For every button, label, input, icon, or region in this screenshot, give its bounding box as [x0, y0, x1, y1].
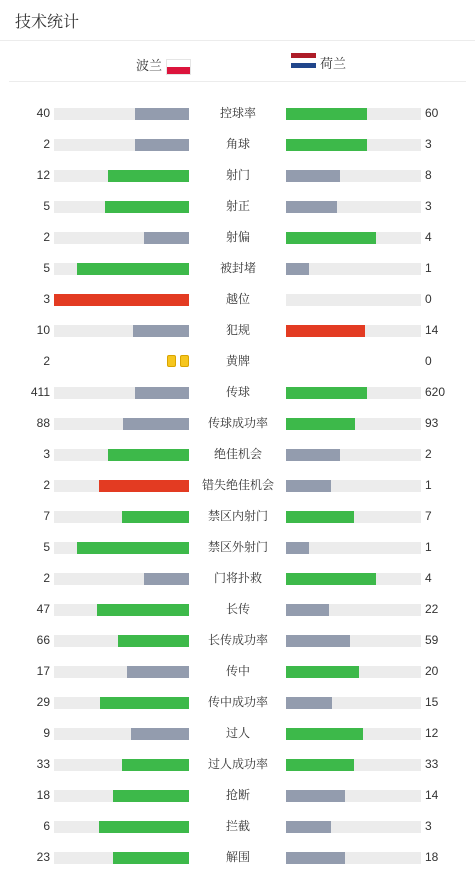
away-bar — [286, 542, 309, 554]
away-bar-track — [286, 790, 421, 802]
yellow-card-icon — [180, 355, 189, 367]
stat-row — [0, 687, 475, 718]
yellow-cards — [167, 355, 189, 367]
home-bar — [77, 542, 189, 554]
stat-row — [0, 656, 475, 687]
stat-row — [0, 718, 475, 749]
home-bar — [108, 449, 189, 461]
away-bar-track — [286, 449, 421, 461]
away-value: 60 — [425, 106, 439, 120]
away-bar — [286, 108, 367, 120]
netherlands-flag-stripe-bottom — [291, 63, 316, 68]
away-bar — [286, 759, 354, 771]
home-bar-track — [54, 418, 189, 430]
away-bar-track — [286, 604, 421, 616]
away-value: 22 — [425, 602, 439, 616]
page-header — [0, 0, 475, 41]
away-value: 20 — [425, 664, 439, 678]
stat-row — [0, 470, 475, 501]
stat-row — [0, 408, 475, 439]
away-value: 620 — [425, 385, 446, 399]
away-value: 59 — [425, 633, 439, 647]
stat-label: 抢断 — [225, 788, 250, 802]
away-bar — [286, 387, 367, 399]
away-value: 7 — [425, 509, 432, 523]
stat-row — [0, 98, 475, 129]
home-bar — [77, 263, 189, 275]
stat-label: 角球 — [225, 137, 250, 151]
home-value: 17 — [36, 664, 50, 678]
away-bar-track — [286, 294, 421, 306]
home-bar-track — [54, 232, 189, 244]
home-bar-track — [54, 759, 189, 771]
away-bar-track — [286, 139, 421, 151]
stat-label: 传球 — [225, 385, 250, 399]
away-bar — [286, 511, 354, 523]
poland-flag-stripe-top — [167, 60, 190, 67]
home-value: 6 — [43, 819, 50, 833]
home-value: 5 — [43, 261, 50, 275]
poland-flag-icon — [166, 59, 191, 75]
stat-row — [0, 160, 475, 191]
away-bar-track — [286, 852, 421, 864]
away-value: 0 — [425, 354, 432, 368]
away-value: 3 — [425, 199, 432, 213]
home-bar — [127, 666, 189, 678]
stat-label: 禁区外射门 — [207, 540, 268, 554]
away-value: 1 — [425, 540, 432, 554]
away-value: 0 — [425, 292, 432, 306]
home-bar — [113, 790, 189, 802]
stat-row — [0, 780, 475, 811]
away-value: 3 — [425, 137, 432, 151]
away-value: 1 — [425, 261, 432, 275]
away-bar-track — [286, 666, 421, 678]
home-bar — [118, 635, 189, 647]
home-bar-track — [54, 387, 189, 399]
home-value: 18 — [36, 788, 50, 802]
home-value: 88 — [36, 416, 50, 430]
home-bar — [131, 728, 189, 740]
home-bar-track — [54, 170, 189, 182]
away-bar — [286, 325, 365, 337]
stat-row — [0, 811, 475, 842]
stat-row — [0, 222, 475, 253]
home-bar — [99, 480, 189, 492]
home-value: 5 — [43, 540, 50, 554]
stat-row — [0, 532, 475, 563]
poland-flag-stripe-bottom — [167, 67, 190, 74]
stat-label: 长传 — [225, 602, 250, 616]
home-bar — [133, 325, 189, 337]
stat-label: 长传成功率 — [207, 633, 268, 647]
away-bar — [286, 480, 331, 492]
away-team — [291, 53, 346, 72]
stat-row — [0, 284, 475, 315]
away-value: 33 — [425, 757, 439, 771]
away-bar — [286, 232, 376, 244]
home-bar-track — [54, 108, 189, 120]
stat-label: 禁区内射门 — [207, 509, 268, 523]
home-bar — [97, 604, 189, 616]
home-bar-track — [54, 790, 189, 802]
home-value: 12 — [36, 168, 50, 182]
home-bar-track — [54, 852, 189, 864]
away-bar — [286, 263, 309, 275]
away-bar-track — [286, 263, 421, 275]
home-bar-track — [54, 511, 189, 523]
home-bar-track — [54, 263, 189, 275]
away-bar-track — [286, 697, 421, 709]
home-value: 2 — [43, 137, 50, 151]
stat-label: 黄牌 — [225, 354, 250, 368]
home-bar — [144, 573, 189, 585]
away-bar — [286, 666, 359, 678]
away-bar — [286, 697, 332, 709]
away-value: 2 — [425, 447, 432, 461]
home-bar — [113, 852, 189, 864]
stat-row — [0, 191, 475, 222]
away-value: 1 — [425, 478, 432, 492]
home-bar-track — [54, 201, 189, 213]
stat-label: 解围 — [225, 850, 250, 864]
home-bar — [54, 294, 189, 306]
away-bar-track — [286, 759, 421, 771]
home-value: 2 — [43, 571, 50, 585]
away-bar — [286, 201, 337, 213]
stat-row — [0, 129, 475, 160]
away-bar — [286, 728, 363, 740]
home-bar-track — [54, 635, 189, 647]
home-bar — [100, 697, 189, 709]
home-bar — [135, 108, 189, 120]
home-bar — [135, 387, 189, 399]
home-value: 5 — [43, 199, 50, 213]
stat-row — [0, 346, 475, 377]
home-value: 2 — [43, 230, 50, 244]
page-title: 技术统计 — [15, 13, 80, 31]
home-bar-track — [54, 480, 189, 492]
away-value: 14 — [425, 323, 439, 337]
away-bar — [286, 604, 329, 616]
stat-row — [0, 501, 475, 532]
home-value: 2 — [43, 478, 50, 492]
home-bar — [122, 511, 190, 523]
stat-label: 绝佳机会 — [213, 447, 262, 461]
home-bar-track — [54, 697, 189, 709]
stat-label: 传中成功率 — [207, 695, 268, 709]
home-value: 9 — [43, 726, 50, 740]
stat-label: 错失绝佳机会 — [201, 478, 274, 492]
home-bar-track — [54, 325, 189, 337]
yellow-card-icon — [167, 355, 176, 367]
home-bar-track — [54, 821, 189, 833]
home-value: 2 — [43, 354, 50, 368]
away-bar — [286, 449, 340, 461]
away-bar — [286, 139, 367, 151]
away-value: 3 — [425, 819, 432, 833]
home-bar — [99, 821, 189, 833]
away-bar-track — [286, 325, 421, 337]
away-bar-track — [286, 418, 421, 430]
stat-label: 过人 — [225, 726, 250, 740]
away-bar — [286, 635, 350, 647]
stat-label: 拦截 — [225, 819, 250, 833]
stat-row — [0, 749, 475, 780]
home-bar-track — [54, 542, 189, 554]
away-bar-track — [286, 728, 421, 740]
home-bar — [144, 232, 189, 244]
home-team — [136, 53, 191, 75]
away-bar-track — [286, 170, 421, 182]
away-bar — [286, 170, 340, 182]
stat-row — [0, 563, 475, 594]
home-value: 29 — [36, 695, 50, 709]
teams-header — [9, 41, 466, 82]
away-value: 93 — [425, 416, 439, 430]
stat-label: 过人成功率 — [207, 757, 268, 771]
stat-label: 射门 — [225, 168, 250, 182]
home-value: 33 — [36, 757, 50, 771]
home-bar-track — [54, 666, 189, 678]
away-bar — [286, 573, 376, 585]
home-bar-track — [54, 294, 189, 306]
away-bar-track — [286, 573, 421, 585]
away-bar-track — [286, 387, 421, 399]
home-bar — [123, 418, 189, 430]
home-bar — [135, 139, 189, 151]
home-bar — [105, 201, 189, 213]
stat-label: 射偏 — [225, 230, 250, 244]
home-bar-track — [54, 728, 189, 740]
home-value: 7 — [43, 509, 50, 523]
stat-label: 射正 — [225, 199, 250, 213]
away-value: 18 — [425, 850, 439, 864]
away-bar-track — [286, 635, 421, 647]
away-value: 14 — [425, 788, 439, 802]
stat-row — [0, 594, 475, 625]
away-bar — [286, 852, 345, 864]
home-bar-track — [54, 604, 189, 616]
home-value: 40 — [36, 106, 50, 120]
away-bar-track — [286, 511, 421, 523]
away-bar-track — [286, 232, 421, 244]
stat-row — [0, 439, 475, 470]
stat-label: 传球成功率 — [207, 416, 268, 430]
netherlands-flag-icon — [291, 53, 316, 69]
stat-row — [0, 253, 475, 284]
home-bar — [122, 759, 190, 771]
stat-row — [0, 625, 475, 656]
away-bar-track — [286, 201, 421, 213]
stat-row — [0, 377, 475, 408]
home-value: 10 — [36, 323, 50, 337]
stat-label: 越位 — [225, 292, 250, 306]
stat-label: 控球率 — [219, 106, 256, 120]
home-value: 3 — [43, 292, 50, 306]
stat-row — [0, 842, 475, 873]
stat-label: 门将扑救 — [213, 571, 262, 585]
stats-list — [0, 82, 475, 873]
home-bar-track — [54, 573, 189, 585]
stat-label: 被封堵 — [219, 261, 256, 275]
away-value: 4 — [425, 230, 432, 244]
stat-row — [0, 315, 475, 346]
away-bar-track — [286, 542, 421, 554]
stat-label: 传中 — [225, 664, 250, 678]
away-bar-track — [286, 480, 421, 492]
home-value: 3 — [43, 447, 50, 461]
home-bar — [108, 170, 189, 182]
home-value: 23 — [36, 850, 50, 864]
away-bar — [286, 418, 355, 430]
stat-label: 犯规 — [225, 323, 250, 337]
away-value: 4 — [425, 571, 432, 585]
away-bar — [286, 821, 331, 833]
home-value: 411 — [30, 385, 50, 399]
home-value: 66 — [36, 633, 50, 647]
away-bar-track — [286, 108, 421, 120]
away-value: 15 — [425, 695, 439, 709]
home-bar-track — [54, 139, 189, 151]
home-value: 47 — [36, 602, 50, 616]
away-value: 8 — [425, 168, 432, 182]
away-value: 12 — [425, 726, 439, 740]
away-bar-track — [286, 821, 421, 833]
home-bar-track — [54, 449, 189, 461]
away-team-name: 荷兰 — [320, 56, 347, 71]
away-bar — [286, 790, 345, 802]
home-team-name: 波兰 — [135, 57, 162, 73]
